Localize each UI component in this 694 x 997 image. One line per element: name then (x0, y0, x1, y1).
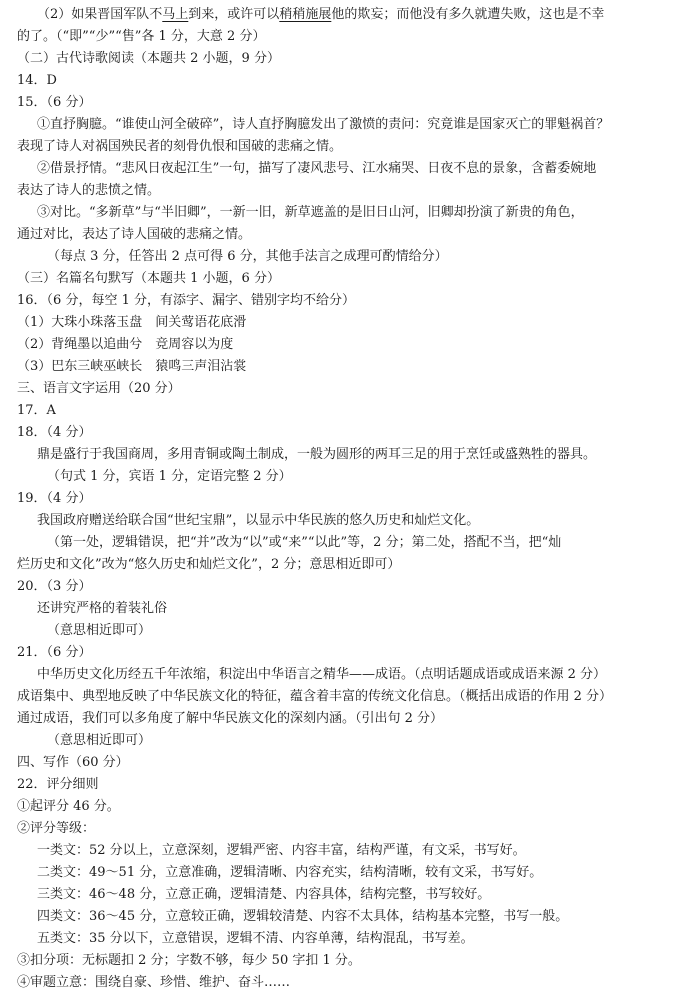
text-line: 我国政府赠送给联合国“世纪宝鼎”，以显示中华民族的悠久历史和灿烂文化。 (37, 513, 480, 528)
text-line (0, 4, 694, 26)
grade-level: 一类文：52 分以上，立意深刻，逻辑严密、内容丰富，结构严谨，有文采，书写好。 (37, 843, 526, 858)
question-number: 16．（6 分，每空 1 分，有添字、漏字、错别字均不给分） (17, 293, 355, 308)
text-line: 表达了诗人的悲愤之情。 (17, 183, 161, 198)
text-line: 鼎是盛行于我国商周，多用青铜或陶土制成，一般为圆形的两耳三足的用于烹饪或盛熟牲的器具。 (37, 447, 597, 462)
question-answer: 17．A (17, 403, 56, 418)
question-number: 18．（4 分） (17, 425, 92, 440)
question-answer: 14．D (17, 73, 57, 88)
section-heading: 四、写作（60 分） (17, 755, 129, 770)
section-heading: （二）古代诗歌阅读（本题共 2 小题，9 分） (17, 51, 280, 66)
text-line: ①直抒胸臆。“谁使山河全破碎”，诗人直抒胸臆发出了激愤的责问：究竟谁是国家灭亡的罪魁祸首？ (37, 117, 610, 132)
text-line: ②借景抒情。“悲风日夜起江生”一句，描写了凄风悲号、江水痛哭、日夜不息的景象，含蓄委婉地 (37, 161, 597, 176)
text-line: ③扣分项：无标题扣 2 分；字数不够，每少 50 字扣 1 分。 (17, 953, 361, 968)
question-number: 19．（4 分） (17, 491, 92, 506)
text-line: 还讲究严格的着装礼俗 (37, 601, 168, 616)
section-heading: （三）名篇名句默写（本题共 1 小题，6 分） (17, 271, 280, 286)
scoring-note: （意思相近即可） (47, 733, 152, 748)
text-line: 通过成语，我们可以多角度了解中华民族文化的深刻内涵。（引出句 2 分） (17, 711, 444, 726)
text-line: 表现了诗人对祸国殃民者的刻骨仇恨和国破的悲痛之情。 (17, 139, 343, 154)
text-line: 通过对比，表达了诗人国破的悲痛之情。 (17, 227, 252, 242)
text-line: ①起评分 46 分。 (17, 799, 120, 814)
question-number: 21．（6 分） (17, 645, 92, 660)
grade-level: 四类文：36～45 分，立意较正确，逻辑较清楚、内容不太具体，结构基本完整，书写一般。 (37, 909, 569, 924)
text-line: （3）巴东三峡巫峡长 猿鸣三声泪沾裳 (17, 359, 247, 374)
grade-level: 二类文：49～51 分，立意准确，逻辑清晰、内容充实，结构清晰，较有文采，书写好。 (37, 865, 543, 880)
text-segment: 到来，或许可以 (188, 7, 280, 22)
underlined-term: 稍稍施展 (279, 7, 332, 22)
scoring-note: （意思相近即可） (47, 623, 152, 638)
text-line: 烂历史和文化”改为“悠久历史和灿烂文化”，2 分；意思相近即可） (17, 557, 401, 572)
underlined-term: 马上 (162, 7, 189, 22)
scoring-note: （句式 1 分，宾语 1 分，定语完整 2 分） (47, 469, 292, 484)
text-line: （1）大珠小珠落玉盘 间关莺语花底滑 (17, 315, 247, 330)
section-heading: 三、语言文字运用（20 分） (17, 381, 181, 396)
text-line: ③对比。“多新草”与“半旧卿”，一新一旧，新草遮盖的是旧日山河，旧卿却扮演了新贵的角色， (37, 205, 584, 220)
text-line: （2）背绳墨以追曲兮 竞周容以为度 (17, 337, 234, 352)
scoring-note: （每点 3 分，任答出 2 点可得 6 分，其他手法言之成理可酌情给分） (47, 249, 448, 264)
text-segment: 他的欺妄；而他没有多久就遭失败，这也是不幸 (331, 7, 605, 22)
text-line: 中华历史文化历经五千年浓缩，积淀出中华语言之精华——成语。（点明话题成语或成语来源 2 分） (37, 667, 607, 682)
text-line: ④审题立意：围绕自豪、珍惜、维护、奋斗…… (17, 975, 291, 990)
question-number: 15．（6 分） (17, 95, 92, 110)
text-line: 的了。（“即”“少”“售”各 1 分，大意 2 分） (17, 29, 266, 44)
grade-level: 五类文：35 分以下，立意错误，逻辑不清、内容单薄，结构混乱，书写差。 (37, 931, 474, 946)
grade-level: 三类文：46～48 分，立意正确，逻辑清楚、内容具体，结构完整，书写较好。 (37, 887, 491, 902)
question-number: 20．（3 分） (17, 579, 92, 594)
text-line: 成语集中、典型地反映了中华民族文化的特征，蕴含着丰富的传统文化信息。（概括出成语的作用 2 分） (17, 689, 613, 704)
question-number: 22．评分细则 (17, 777, 99, 792)
text-segment: （2）如果晋国军队不 (37, 7, 163, 22)
text-line: ②评分等级： (17, 821, 96, 836)
scoring-note: （第一处，逻辑错误，把“并”改为“以”或“来”“以此”等，2 分；第二处，搭配不当，把“灿 (47, 535, 562, 550)
